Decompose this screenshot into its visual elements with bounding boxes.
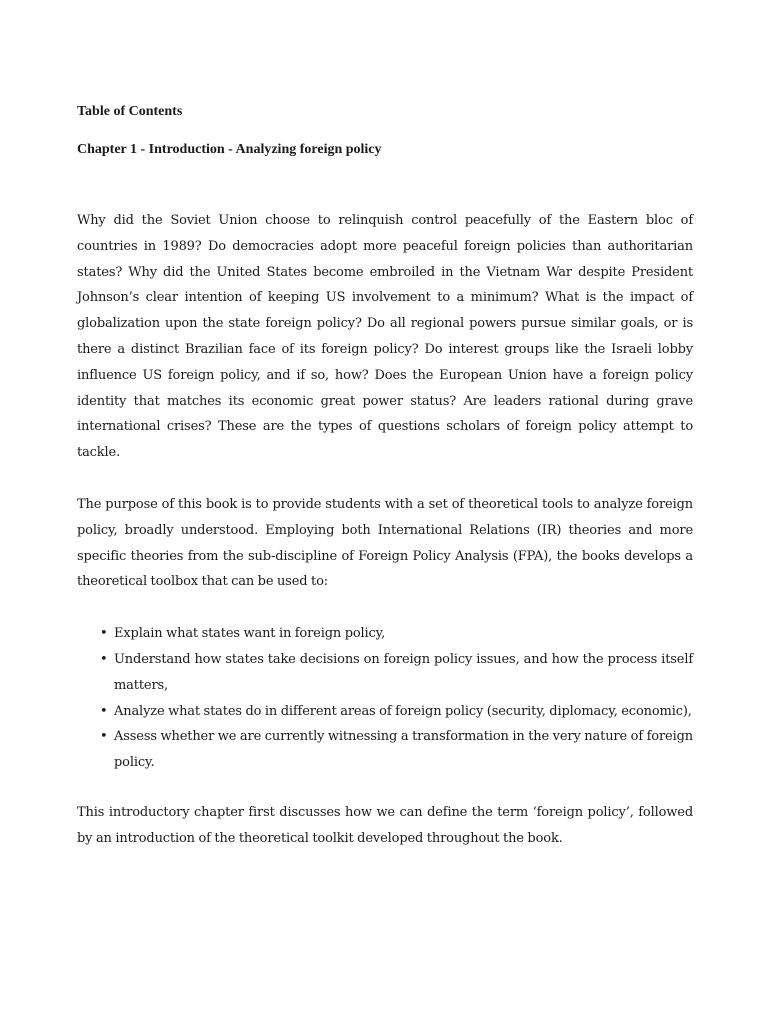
closing-paragraph: This introductory chapter first discusses how we can define the term ‘foreign policy’, followed by an introduction of the theoretical toolkit developed throughout the book.	[77, 804, 693, 846]
document-content	[77, 102, 693, 852]
list-item	[77, 621, 693, 647]
bullet-icon: •	[100, 651, 108, 667]
table-of-contents-heading: Table of Contents	[77, 104, 183, 119]
list-item	[77, 699, 693, 725]
list-item-text: Analyze what states do in different areas of foreign policy (security, diplomacy, economic),	[114, 703, 692, 719]
list-item-text: Assess whether we are currently witnessing a transformation in the very nature of foreign policy.	[114, 729, 693, 771]
list-item-text: Understand how states take decisions on foreign policy issues, and how the process itself matters,	[114, 651, 693, 693]
intro-paragraph: Why did the Soviet Union choose to relinquish control peacefully of the Eastern bloc of countries in 1989? Do democracies adopt more peaceful foreign policies than authoritarian states? Why did the United States become embroiled in the Vietnam War despite President Johnson’s clear intention of keeping US involvement to a minimum? What is the impact of globalization upon the state foreign policy? Do all regional powers pursue similar goals, or is there a distinct Brazilian face of its foreign policy? Do interest groups like the Israeli lobby influence US foreign policy, and if so, how? Does the European Union have a foreign policy identity that matches its economic great power status? Are leaders rational during grave international crises? These are the types of questions scholars of foreign policy attempt to tackle.	[77, 213, 693, 461]
bullet-icon: •	[100, 703, 108, 719]
list-item-text: Explain what states want in foreign policy,	[114, 626, 386, 642]
bullet-icon: •	[100, 626, 108, 642]
list-item	[77, 724, 693, 776]
purpose-paragraph: The purpose of this book is to provide students with a set of theoretical tools to analyze foreign policy, broadly understood. Employing both International Relations (IR) theories and more specific theories from the sub-discipline of Foreign Policy Analysis (FPA), the books develops a theoretical toolbox that can be used to:	[77, 496, 693, 590]
toolbox-bullet-list	[77, 621, 693, 776]
chapter-heading: Chapter 1 - Introduction - Analyzing foreign policy	[77, 142, 382, 157]
bullet-icon: •	[100, 729, 108, 745]
list-item	[77, 647, 693, 699]
